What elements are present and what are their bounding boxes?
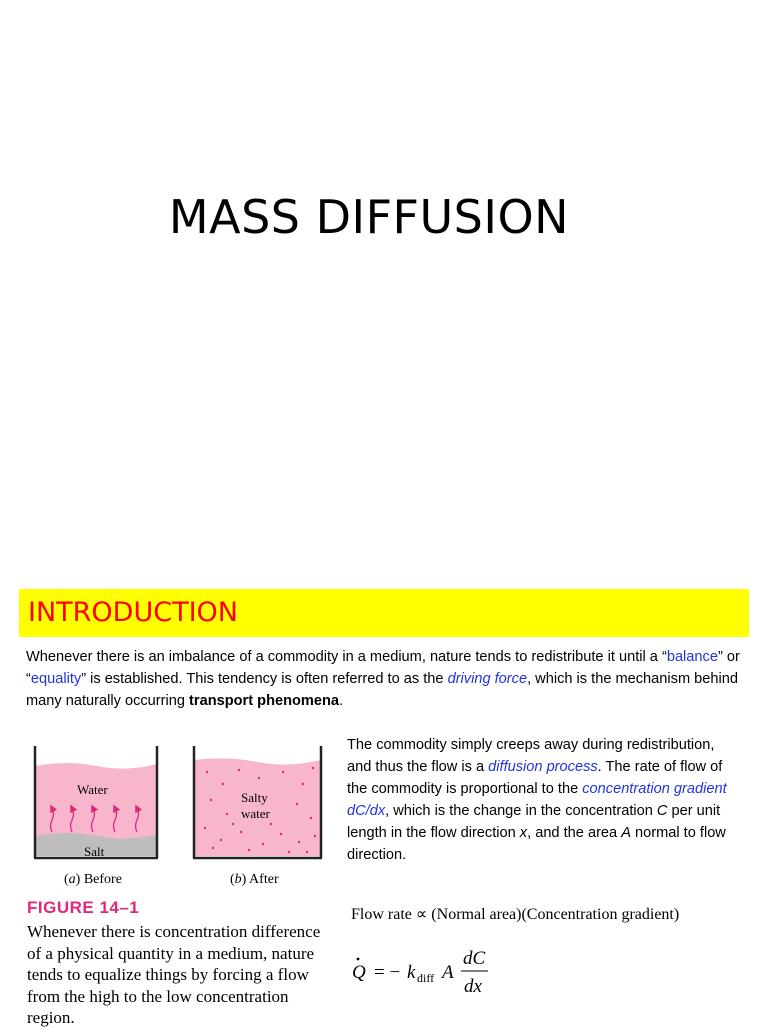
caption-after-letter: b: [234, 872, 242, 887]
transport-phenomena-term: transport phenomena: [189, 693, 340, 709]
side-text-3: , which is the change in the concentration: [385, 803, 657, 819]
caption-before-text: ) Before: [75, 872, 122, 887]
caption-after-open: (: [230, 872, 235, 887]
salty-water-label: water: [241, 806, 270, 821]
eq-numerator: dC: [463, 948, 486, 969]
concentration-gradient-term: concentration gradient dC/dx: [347, 781, 727, 819]
side-paragraph: [347, 734, 737, 866]
salty-label: Salty: [241, 790, 268, 805]
driving-force-term: driving force: [447, 671, 528, 687]
slide1-title: MASS DIFFUSION: [168, 190, 570, 244]
symbol-C: C: [656, 803, 668, 819]
intro-text-3: ” is established. This tendency is often referred to as the: [81, 671, 448, 687]
salt-label: Salt: [84, 844, 105, 859]
side-text-4: per unit length in the flow direction: [347, 803, 721, 841]
flow-rate-relation: Flow rate ∝ (Normal area)(Concentration gradient): [351, 906, 680, 923]
section-header: [19, 589, 749, 637]
intro-text-1: Whenever there is an imbalance of a commodity in a medium, nature tends to redistribute it until a “: [26, 649, 667, 665]
after-container: [193, 746, 322, 858]
eq-Q: Q: [352, 962, 366, 983]
side-text-6: normal to flow direction.: [347, 825, 726, 863]
water-label: Water: [77, 782, 108, 797]
eq-k: k: [407, 962, 416, 983]
side-text-5: , and the area: [527, 825, 622, 841]
caption-before: [64, 872, 122, 888]
figure-label: FIGURE 14–1: [27, 898, 140, 917]
symbol-x: x: [519, 825, 528, 841]
caption-after-text: ) After: [241, 872, 279, 887]
figure-caption: Whenever there is concentration difference of a physical quantity in a medium, nature tends to equalize things by forcing a flow from the high to the low concentration region.: [27, 922, 321, 1028]
intro-paragraph: [26, 646, 742, 712]
eq-A: A: [442, 962, 454, 983]
equality-term: equality: [30, 671, 82, 687]
intro-text-2: ” or “: [26, 649, 740, 687]
intro-text-4: , which is the mechanism behind many naturally occurring: [26, 671, 738, 709]
balance-term: balance: [666, 649, 718, 665]
symbol-A: A: [621, 825, 631, 841]
caption-before-open: (: [64, 872, 69, 887]
section-header-text: INTRODUCTION: [28, 597, 238, 628]
diffusion-equation: [350, 940, 510, 1000]
diffusion-process-term: diffusion process: [488, 759, 598, 775]
side-text-1: The commodity simply creeps away during redistribution, and thus the flow is a: [347, 737, 715, 775]
side-text-2: . The rate of flow of the commodity is proportional to the: [347, 759, 723, 797]
eq-diff-subscript: diff: [417, 971, 435, 985]
intro-text-5: .: [339, 693, 344, 709]
caption-after: [230, 872, 279, 888]
eq-equals-minus: = −: [374, 962, 401, 983]
caption-before-letter: a: [68, 872, 76, 887]
eq-denominator: dx: [464, 976, 482, 997]
before-container: [34, 746, 158, 859]
